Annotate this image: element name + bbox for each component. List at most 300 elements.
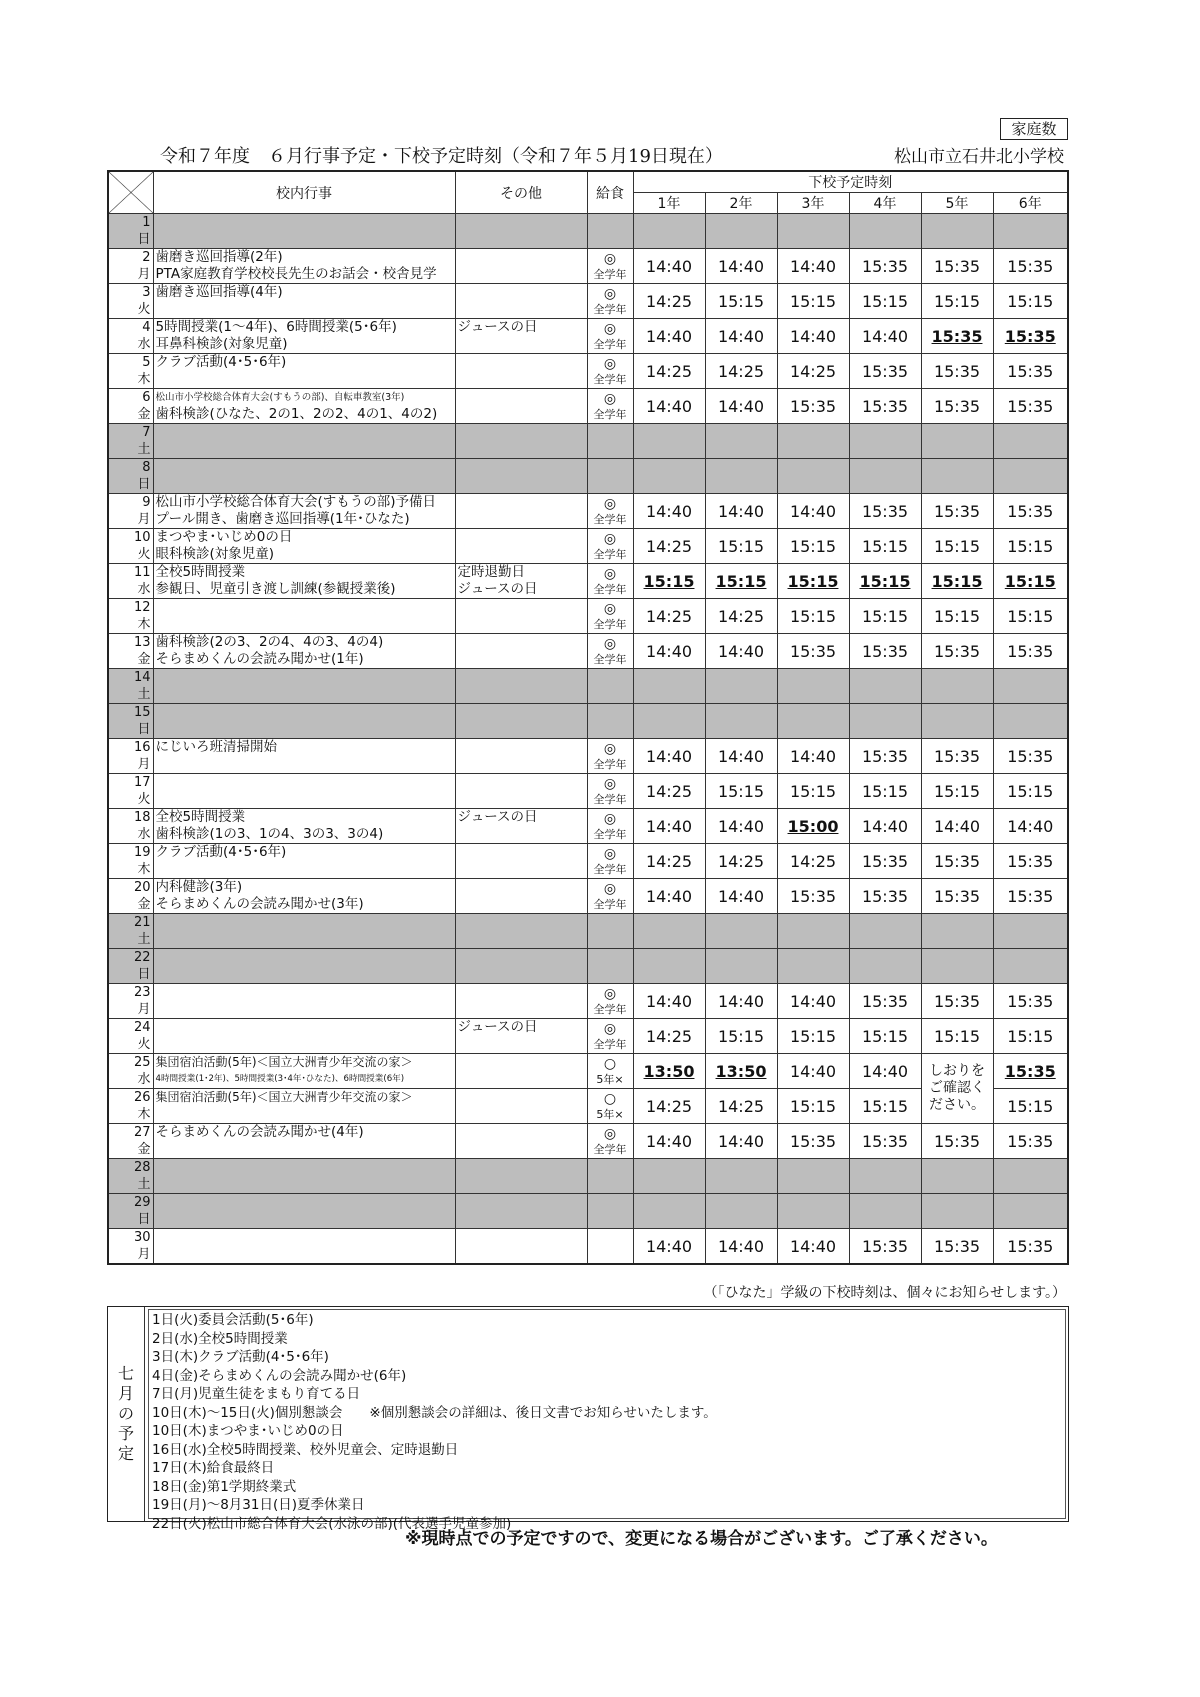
dismissal-time: 15:15 — [849, 529, 921, 564]
events-cell — [153, 494, 455, 529]
dismissal-time: 13:50 — [705, 1054, 777, 1089]
other-cell — [455, 634, 587, 669]
events-cell — [153, 774, 455, 809]
dismissal-time: 14:40 — [633, 739, 705, 774]
dismissal-time: 15:15 — [849, 1089, 921, 1124]
date-number: 1 — [142, 215, 151, 230]
july-items — [152, 1311, 717, 1533]
weekday: 金 — [137, 897, 151, 912]
lunch-cell — [587, 809, 633, 844]
july-item: 17日(木)給食最終日 — [152, 1460, 275, 1476]
event-line: 歯磨き巡回指導(2年) — [155, 249, 283, 265]
date-number: 21 — [133, 915, 151, 930]
dismissal-time: 15:35 — [993, 1229, 1068, 1265]
lunch-scope: 5年× — [596, 1072, 624, 1086]
event-line: 耳鼻科検診(対象児童) — [155, 336, 288, 352]
day-cell — [108, 459, 153, 494]
lunch-cell — [587, 319, 633, 354]
other-cell — [455, 564, 587, 599]
date-number: 23 — [133, 985, 151, 1000]
dismissal-time: 15:35 — [921, 319, 993, 354]
event-line: 歯科検診(ひなた、2の1、2の2、4の1、4の2) — [155, 406, 438, 422]
other-cell — [455, 1019, 587, 1054]
household-count-badge: 家庭数 — [1000, 118, 1068, 140]
july-item: 1日(火)委員会活動(5･6年) — [152, 1312, 314, 1328]
day-cell — [108, 739, 153, 774]
dismissal-time: 15:35 — [849, 1229, 921, 1265]
dismissal-time: 15:15 — [777, 1089, 849, 1124]
date-number: 19 — [133, 845, 151, 860]
dismissal-time: 15:35 — [849, 249, 921, 284]
dismissal-time: 15:15 — [921, 1019, 993, 1054]
lunch-scope: 全学年 — [593, 897, 627, 911]
lunch-header: 給食 — [587, 171, 633, 214]
july-label-char: 予 — [117, 1424, 134, 1443]
dismissal-time — [705, 914, 777, 949]
event-line: まつやま･いじめ0の日 — [155, 529, 293, 545]
lunch-scope: 全学年 — [593, 372, 627, 386]
dismissal-time — [849, 914, 921, 949]
lunch-symbol: ◎ — [603, 845, 617, 862]
dismissal-time — [705, 1194, 777, 1229]
dismissal-time: 14:40 — [849, 1054, 921, 1089]
dismissal-time: 15:15 — [849, 564, 921, 599]
weekday: 木 — [137, 1107, 151, 1122]
date-number: 26 — [133, 1090, 151, 1105]
date-number: 30 — [133, 1230, 151, 1245]
events-cell — [153, 1159, 455, 1194]
dismissal-time: 15:35 — [921, 494, 993, 529]
grade5-note-line: ご確認く — [929, 1080, 985, 1096]
dismissal-time: 15:35 — [921, 389, 993, 424]
schedule-row — [108, 389, 1068, 424]
event-line: PTA家庭教育学校校長先生のお話会・校舎見学 — [155, 266, 437, 282]
day-cell — [108, 1124, 153, 1159]
schedule-row — [108, 914, 1068, 949]
july-item: 4日(金)そらまめくんの会読み聞かせ(6年) — [152, 1367, 407, 1384]
day-cell — [108, 844, 153, 879]
event-line: 5時間授業(1～4年)、6時間授業(5･6年) — [155, 319, 397, 335]
day-cell — [108, 1194, 153, 1229]
day-cell — [108, 704, 153, 739]
lunch-cell — [587, 949, 633, 984]
schedule-row — [108, 1159, 1068, 1194]
dismissal-time: 15:15 — [777, 284, 849, 319]
dismissal-time — [777, 949, 849, 984]
event-line: 全校5時間授業 — [155, 809, 246, 825]
date-number: 22 — [133, 950, 151, 965]
dismissal-time: 14:40 — [777, 739, 849, 774]
schedule-row — [108, 634, 1068, 669]
school-name: 松山市立石井北小学校 — [894, 147, 1064, 167]
other-cell — [455, 1159, 587, 1194]
events-cell — [153, 424, 455, 459]
dismissal-time: 14:40 — [705, 739, 777, 774]
other-cell — [455, 669, 587, 704]
dismissal-time — [633, 1194, 705, 1229]
lunch-cell — [587, 529, 633, 564]
dismissal-time: 15:15 — [705, 564, 777, 599]
dismissal-time: 15:15 — [777, 564, 849, 599]
schedule-row — [108, 1194, 1068, 1229]
weekday: 火 — [137, 547, 151, 562]
july-label-char: の — [117, 1404, 134, 1423]
lunch-symbol: ◎ — [603, 530, 617, 547]
dismissal-time: 14:40 — [705, 1229, 777, 1265]
dismissal-time — [705, 424, 777, 459]
dismissal-time: 14:25 — [633, 1089, 705, 1124]
day-cell — [108, 984, 153, 1019]
lunch-cell — [587, 1194, 633, 1229]
weekday: 木 — [137, 372, 151, 387]
event-line: 松山市小学校総合体育大会(すもうの部)予備日 — [155, 494, 437, 510]
other-line: ジュースの日 — [457, 1019, 538, 1035]
lunch-scope: 全学年 — [593, 337, 627, 351]
dismissal-time — [993, 214, 1068, 249]
date-number: 5 — [142, 355, 151, 370]
schedule-row — [108, 984, 1068, 1019]
schedule-row — [108, 1229, 1068, 1265]
dismissal-time — [921, 424, 993, 459]
event-line: 集団宿泊活動(5年)＜国立大洲青少年交流の家＞ — [155, 1090, 413, 1104]
lunch-cell — [587, 984, 633, 1019]
dismissal-time: 15:15 — [921, 564, 993, 599]
events-cell — [153, 1054, 455, 1089]
dismissal-time — [705, 214, 777, 249]
july-item: 16日(水)全校5時間授業、校外児童会、定時退勤日 — [152, 1441, 459, 1458]
weekday: 土 — [137, 932, 151, 947]
other-line: 定時退勤日 — [457, 564, 525, 580]
grade-header: 1年 — [633, 193, 705, 214]
dismissal-time: 15:15 — [633, 564, 705, 599]
lunch-cell — [587, 1124, 633, 1159]
july-item: 10日(木)～15日(火)個別懇談会 ※個別懇談会の詳細は、後日文書でお知らせいたします。 — [152, 1404, 717, 1421]
lunch-scope: 全学年 — [593, 512, 627, 526]
dismissal-time: 15:15 — [777, 599, 849, 634]
lunch-scope: 全学年 — [593, 862, 627, 876]
date-number: 15 — [133, 705, 151, 720]
events-cell — [153, 1089, 455, 1124]
weekday: 金 — [137, 407, 151, 422]
dismissal-time: 15:35 — [849, 1124, 921, 1159]
lunch-symbol: ◎ — [603, 775, 617, 792]
dismissal-time — [705, 1159, 777, 1194]
day-cell — [108, 914, 153, 949]
dismissal-time — [921, 459, 993, 494]
date-number: 29 — [133, 1195, 151, 1210]
grade5-note-line: しおりを — [929, 1063, 985, 1079]
dismissal-time: 14:40 — [777, 494, 849, 529]
dismissal-time — [633, 214, 705, 249]
dismissal-time: 14:40 — [705, 249, 777, 284]
event-line: 集団宿泊活動(5年)＜国立大洲青少年交流の家＞ — [155, 1055, 413, 1069]
event-line: 4時間授業(1･2年)、5時間授業(3･4年･ひなた)、6時間授業(6年) — [155, 1074, 405, 1084]
dismissal-time — [849, 1159, 921, 1194]
weekday: 土 — [137, 687, 151, 702]
schedule-row — [108, 704, 1068, 739]
dismissal-time — [993, 1159, 1068, 1194]
day-cell — [108, 529, 153, 564]
lunch-cell — [587, 914, 633, 949]
events-cell — [153, 249, 455, 284]
lunch-symbol: ◎ — [603, 565, 617, 582]
dismissal-time: 14:40 — [633, 494, 705, 529]
other-cell — [455, 494, 587, 529]
lunch-symbol: ◎ — [603, 390, 617, 407]
weekday: 水 — [137, 337, 151, 352]
date-number: 24 — [133, 1020, 151, 1035]
dismissal-time: 15:15 — [705, 774, 777, 809]
schedule-row — [108, 319, 1068, 354]
dismissal-time: 15:15 — [777, 529, 849, 564]
dismissal-time: 14:25 — [633, 354, 705, 389]
dismissal-time: 15:35 — [849, 494, 921, 529]
lunch-symbol: ◎ — [603, 880, 617, 897]
event-line: 参観日、児童引き渡し訓練(参観授業後) — [155, 581, 396, 597]
dismissal-time: 15:35 — [993, 634, 1068, 669]
page-title: 令和７年度 ６月行事予定・下校予定時刻（令和７年５月19日現在） — [160, 146, 723, 167]
lunch-scope: 全学年 — [593, 757, 627, 771]
dismissal-time: 15:15 — [777, 1019, 849, 1054]
dismissal-time — [921, 214, 993, 249]
dismissal-time: 14:40 — [633, 249, 705, 284]
weekday: 金 — [137, 652, 151, 667]
other-cell — [455, 914, 587, 949]
date-number: 17 — [133, 775, 151, 790]
lunch-scope: 全学年 — [593, 1002, 627, 1016]
event-line: 歯磨き巡回指導(4年) — [155, 284, 283, 300]
dismissal-time: 15:15 — [849, 599, 921, 634]
dismissal-time: 14:40 — [705, 634, 777, 669]
events-cell — [153, 1019, 455, 1054]
day-cell — [108, 284, 153, 319]
lunch-cell — [587, 844, 633, 879]
dismissal-time: 14:25 — [777, 844, 849, 879]
date-number: 11 — [133, 565, 151, 580]
date-number: 18 — [133, 810, 151, 825]
dismissal-time: 13:50 — [633, 1054, 705, 1089]
schedule-row — [108, 564, 1068, 599]
dismissal-time: 15:15 — [705, 284, 777, 319]
other-cell — [455, 984, 587, 1019]
date-number: 10 — [133, 530, 151, 545]
date-number: 25 — [133, 1055, 151, 1070]
dismissal-time — [633, 914, 705, 949]
weekday: 日 — [137, 1212, 151, 1227]
dismissal-time: 14:25 — [633, 844, 705, 879]
day-cell — [108, 1229, 153, 1265]
lunch-symbol: ○ — [603, 1090, 617, 1107]
events-cell — [153, 949, 455, 984]
schedule-row — [108, 284, 1068, 319]
dismissal-time — [777, 1194, 849, 1229]
lunch-symbol: ◎ — [603, 985, 617, 1002]
dismissal-time — [993, 914, 1068, 949]
dismissal-time: 14:40 — [777, 984, 849, 1019]
dismissal-time: 14:40 — [633, 1124, 705, 1159]
schedule-row — [108, 214, 1068, 249]
weekday: 木 — [137, 862, 151, 877]
schedule-row — [108, 739, 1068, 774]
dismissal-time: 15:35 — [849, 879, 921, 914]
lunch-cell — [587, 1054, 633, 1089]
dismissal-time — [777, 214, 849, 249]
grade-header: 5年 — [921, 193, 993, 214]
other-cell — [455, 249, 587, 284]
dismissal-time — [705, 459, 777, 494]
dismissal-time — [633, 424, 705, 459]
dismissal-time: 15:15 — [921, 284, 993, 319]
events-cell — [153, 564, 455, 599]
dismissal-time: 14:25 — [705, 844, 777, 879]
july-item: 18日(金)第1学期終業式 — [152, 1478, 297, 1495]
schedule-row — [108, 1054, 1068, 1089]
event-line: 内科健診(3年) — [155, 879, 243, 895]
date-number: 7 — [142, 425, 151, 440]
schedule-table — [107, 170, 1069, 1265]
lunch-scope: 全学年 — [593, 302, 627, 316]
lunch-scope: 全学年 — [593, 1037, 627, 1051]
events-cell — [153, 1229, 455, 1265]
dismissal-time: 14:40 — [849, 319, 921, 354]
day-cell — [108, 774, 153, 809]
events-cell — [153, 1124, 455, 1159]
dismissal-time: 14:40 — [633, 809, 705, 844]
dismissal-time: 14:40 — [633, 319, 705, 354]
footer-note: ※現時点での予定ですので、変更になる場合がございます。ご了承ください。 — [405, 1529, 998, 1549]
events-cell — [153, 319, 455, 354]
weekday: 水 — [137, 827, 151, 842]
day-cell — [108, 634, 153, 669]
dismissal-time: 15:35 — [777, 1124, 849, 1159]
dismissal-time — [705, 669, 777, 704]
other-cell — [455, 1089, 587, 1124]
dismissal-time: 15:35 — [921, 739, 993, 774]
day-cell — [108, 879, 153, 914]
other-cell — [455, 599, 587, 634]
dismissal-time: 14:25 — [633, 599, 705, 634]
lunch-symbol: ◎ — [603, 250, 617, 267]
dismissal-time: 15:35 — [849, 354, 921, 389]
event-line: 松山市小学校総合体育大会(すもうの部)、自転車教室(3年) — [155, 392, 405, 403]
dismissal-time — [777, 1159, 849, 1194]
dismissal-time: 15:35 — [993, 879, 1068, 914]
dismissal-time: 15:15 — [849, 284, 921, 319]
dismissal-time: 14:40 — [777, 249, 849, 284]
dismissal-time: 14:40 — [633, 634, 705, 669]
lunch-cell — [587, 354, 633, 389]
dismissal-time — [993, 459, 1068, 494]
schedule-row — [108, 879, 1068, 914]
july-item: 2日(水)全校5時間授業 — [152, 1330, 288, 1347]
day-cell — [108, 599, 153, 634]
schedule-row — [108, 599, 1068, 634]
other-line: ジュースの日 — [457, 809, 538, 825]
dismissal-time: 15:35 — [921, 1124, 993, 1159]
dismissal-time: 15:35 — [849, 739, 921, 774]
event-line: そらまめくんの会読み聞かせ(3年) — [155, 896, 364, 912]
other-cell — [455, 459, 587, 494]
event-line: 歯科検診(1の3、1の4、3の3、3の4) — [155, 826, 384, 842]
lunch-cell — [587, 284, 633, 319]
dismissal-time: 15:15 — [993, 1089, 1068, 1124]
events-cell — [153, 844, 455, 879]
date-number: 16 — [133, 740, 151, 755]
dismissal-header: 下校予定時刻 — [633, 171, 1068, 193]
dismissal-time: 14:40 — [993, 809, 1068, 844]
schedule-row — [108, 459, 1068, 494]
other-cell — [455, 844, 587, 879]
july-label-char: 定 — [117, 1444, 134, 1463]
lunch-cell — [587, 1089, 633, 1124]
events-cell — [153, 984, 455, 1019]
dismissal-time: 15:15 — [705, 1019, 777, 1054]
day-cell — [108, 1159, 153, 1194]
events-cell — [153, 354, 455, 389]
dismissal-time: 15:35 — [849, 844, 921, 879]
dismissal-time — [993, 669, 1068, 704]
events-cell — [153, 284, 455, 319]
other-line: ジュースの日 — [457, 581, 538, 597]
other-cell — [455, 424, 587, 459]
dismissal-time — [777, 424, 849, 459]
event-line: 眼科検診(対象児童) — [155, 546, 275, 562]
events-cell — [153, 389, 455, 424]
dismissal-time — [921, 914, 993, 949]
lunch-symbol: ○ — [603, 1055, 617, 1072]
lunch-scope: 全学年 — [593, 1142, 627, 1156]
date-number: 20 — [133, 880, 151, 895]
dismissal-time: 15:15 — [993, 564, 1068, 599]
dismissal-time: 14:40 — [849, 809, 921, 844]
dismissal-time: 15:15 — [849, 1019, 921, 1054]
day-cell — [108, 424, 153, 459]
schedule-row — [108, 529, 1068, 564]
dismissal-time: 15:15 — [921, 529, 993, 564]
events-cell — [153, 529, 455, 564]
date-number: 27 — [133, 1125, 151, 1140]
events-cell — [153, 704, 455, 739]
weekday: 日 — [137, 967, 151, 982]
dismissal-time: 15:35 — [993, 249, 1068, 284]
weekday: 火 — [137, 792, 151, 807]
day-cell — [108, 249, 153, 284]
dismissal-time: 14:40 — [705, 494, 777, 529]
dismissal-time: 14:40 — [705, 319, 777, 354]
day-cell — [108, 669, 153, 704]
dismissal-time — [633, 949, 705, 984]
dismissal-time: 15:35 — [993, 1054, 1068, 1089]
weekday: 土 — [137, 1177, 151, 1192]
lunch-cell — [587, 669, 633, 704]
dismissal-time — [633, 669, 705, 704]
dismissal-time — [849, 1194, 921, 1229]
other-cell — [455, 704, 587, 739]
lunch-cell — [587, 564, 633, 599]
dismissal-time: 15:35 — [993, 354, 1068, 389]
lunch-cell — [587, 1019, 633, 1054]
dismissal-time: 14:25 — [633, 529, 705, 564]
dismissal-time: 15:00 — [777, 809, 849, 844]
date-number: 9 — [142, 495, 151, 510]
lunch-cell — [587, 879, 633, 914]
other-cell — [455, 1124, 587, 1159]
lunch-symbol: ◎ — [603, 320, 617, 337]
dismissal-time: 15:35 — [993, 984, 1068, 1019]
dismissal-time: 15:15 — [993, 1019, 1068, 1054]
dismissal-time: 14:40 — [705, 389, 777, 424]
events-cell — [153, 459, 455, 494]
